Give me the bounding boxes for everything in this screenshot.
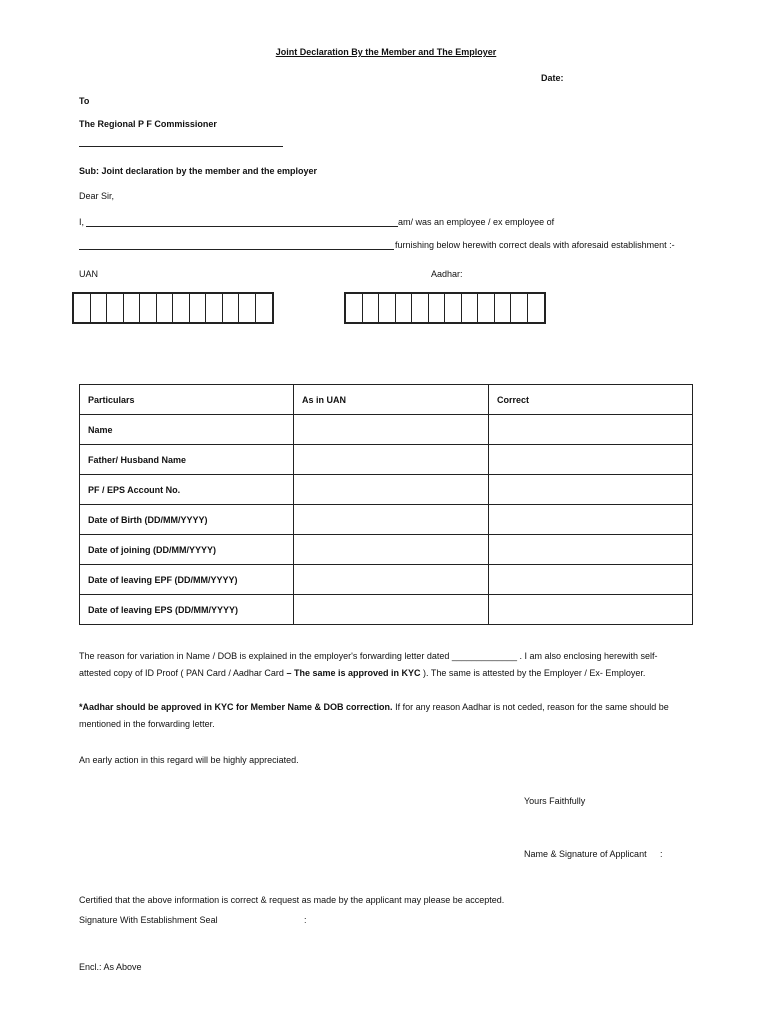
row-label: PF / EPS Account No.	[80, 475, 294, 505]
signature-seal-label: Signature With Establishment Seal	[79, 915, 218, 925]
aadhar-label: Aadhar:	[431, 269, 463, 279]
as-in-uan-cell[interactable]	[294, 415, 489, 445]
aadhar-box[interactable]	[346, 294, 363, 322]
early-action: An early action in this regard will be highly appreciated.	[79, 755, 299, 765]
reason-line-2	[79, 665, 679, 682]
uan-box[interactable]	[239, 294, 256, 322]
aadhar-note-line-2: mentioned in the forwarding letter.	[79, 719, 215, 729]
uan-box[interactable]	[124, 294, 141, 322]
aadhar-box[interactable]	[478, 294, 495, 322]
addressee-line	[79, 146, 283, 147]
name-signature-label: Name & Signature of Applicant	[524, 849, 647, 859]
reason-paragraph	[79, 648, 679, 682]
correct-cell[interactable]	[489, 505, 693, 535]
aadhar-note-bold: *Aadhar should be approved in KYC for Member Name & DOB correction.	[79, 702, 393, 712]
signature-seal-colon: :	[304, 915, 307, 925]
aadhar-box[interactable]	[412, 294, 429, 322]
table-row	[80, 505, 693, 535]
aadhar-note-line-1	[79, 699, 679, 716]
aadhar-box[interactable]	[429, 294, 446, 322]
page-title: Joint Declaration By the Member and The Employer	[275, 47, 497, 57]
correct-cell[interactable]	[489, 595, 693, 625]
enclosure-text: Encl.: As Above	[79, 962, 142, 972]
reason-line-2b: – The same is approved in KYC	[286, 668, 421, 678]
aadhar-box[interactable]	[396, 294, 413, 322]
uan-box[interactable]	[91, 294, 108, 322]
employee-text: am/ was an employee / ex employee of	[398, 217, 555, 227]
reason-line-1: The reason for variation in Name / DOB is explained in the employer's forwarding letter dated _____________ . I am also enclosing herewith self-	[79, 651, 658, 661]
row-label: Date of joining (DD/MM/YYYY)	[80, 535, 294, 565]
uan-boxes[interactable]	[72, 292, 274, 324]
uan-box[interactable]	[256, 294, 273, 322]
establishment-line[interactable]	[79, 249, 394, 250]
table-row	[80, 565, 693, 595]
uan-box[interactable]	[206, 294, 223, 322]
subject: Sub: Joint declaration by the member and the employer	[79, 166, 318, 176]
uan-box[interactable]	[223, 294, 240, 322]
as-in-uan-cell[interactable]	[294, 535, 489, 565]
uan-box[interactable]	[107, 294, 124, 322]
row-label: Date of Birth (DD/MM/YYYY)	[80, 505, 294, 535]
as-in-uan-cell[interactable]	[294, 475, 489, 505]
uan-box[interactable]	[173, 294, 190, 322]
table-row	[80, 445, 693, 475]
uan-label: UAN	[79, 269, 99, 279]
row-label: Date of leaving EPF (DD/MM/YYYY)	[80, 565, 294, 595]
name-signature-colon: :	[660, 849, 663, 859]
yours-faithfully: Yours Faithfully	[524, 796, 586, 806]
date-label: Date:	[541, 73, 564, 83]
employee-name-line[interactable]	[86, 226, 398, 227]
header-as-in-uan: As in UAN	[294, 385, 489, 415]
reason-line-2a: attested copy of ID Proof ( PAN Card / Aadhar Card	[79, 668, 287, 678]
certified-text: Certified that the above information is correct & request as made by the applicant may please be accepted.	[79, 895, 505, 905]
correct-cell[interactable]	[489, 535, 693, 565]
correct-cell[interactable]	[489, 565, 693, 595]
aadhar-box[interactable]	[511, 294, 528, 322]
particulars-table	[79, 384, 693, 625]
table-header-row	[80, 385, 693, 415]
aadhar-boxes[interactable]	[344, 292, 546, 324]
uan-box[interactable]	[140, 294, 157, 322]
aadhar-box[interactable]	[462, 294, 479, 322]
header-correct: Correct	[489, 385, 693, 415]
as-in-uan-cell[interactable]	[294, 595, 489, 625]
aadhar-note	[79, 699, 679, 733]
correct-cell[interactable]	[489, 445, 693, 475]
uan-box[interactable]	[190, 294, 207, 322]
correct-cell[interactable]	[489, 415, 693, 445]
correct-cell[interactable]	[489, 475, 693, 505]
row-label: Father/ Husband Name	[80, 445, 294, 475]
aadhar-note-rest: If for any reason Aadhar is not ceded, reason for the same should be	[392, 702, 669, 712]
uan-box[interactable]	[157, 294, 174, 322]
row-label: Name	[80, 415, 294, 445]
as-in-uan-cell[interactable]	[294, 565, 489, 595]
aadhar-box[interactable]	[528, 294, 545, 322]
table-row	[80, 535, 693, 565]
as-in-uan-cell[interactable]	[294, 505, 489, 535]
aadhar-box[interactable]	[379, 294, 396, 322]
addressee: The Regional P F Commissioner	[79, 119, 217, 129]
salutation: Dear Sir,	[79, 191, 115, 201]
to-label: To	[79, 96, 90, 106]
as-in-uan-cell[interactable]	[294, 445, 489, 475]
table-row	[80, 415, 693, 445]
uan-box[interactable]	[74, 294, 91, 322]
aadhar-box[interactable]	[445, 294, 462, 322]
aadhar-box[interactable]	[495, 294, 512, 322]
table-row	[80, 595, 693, 625]
i-prefix: I,	[79, 217, 85, 227]
aadhar-box[interactable]	[363, 294, 380, 322]
header-particulars: Particulars	[80, 385, 294, 415]
row-label: Date of leaving EPS (DD/MM/YYYY)	[80, 595, 294, 625]
table-row	[80, 475, 693, 505]
reason-line-2c: ). The same is attested by the Employer / Ex- Employer.	[420, 668, 646, 678]
furnishing-text: furnishing below herewith correct deals with aforesaid establishment :-	[395, 240, 675, 250]
